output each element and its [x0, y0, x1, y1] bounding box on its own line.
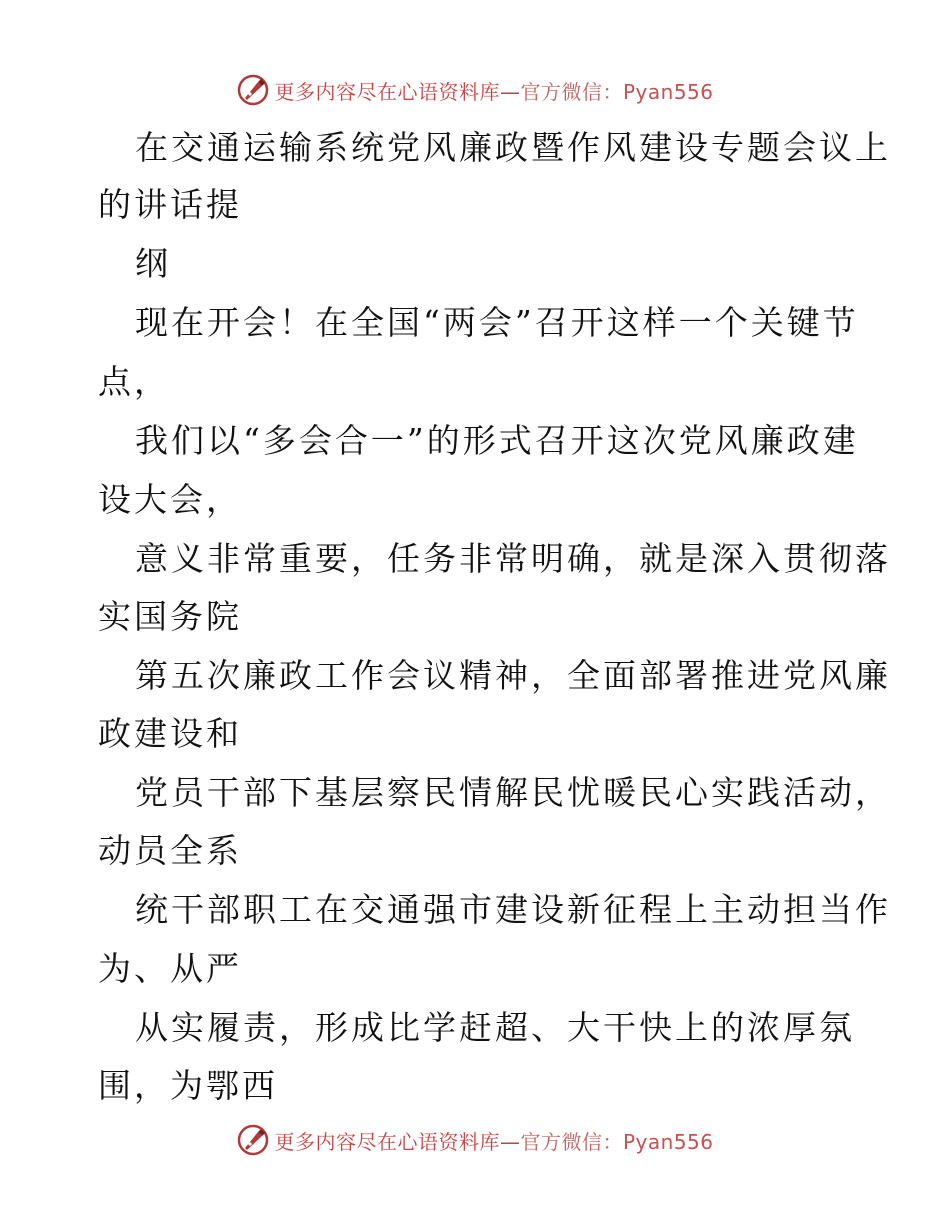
watermark-brand: 更多内容尽在心语资料库	[274, 1129, 500, 1154]
paragraph-line: 动员全系	[98, 831, 242, 870]
watermark-separator: —	[499, 79, 521, 104]
pen-nib-logo-icon	[236, 73, 270, 107]
pen-nib-logo-icon	[236, 1123, 270, 1157]
footer-watermark	[0, 1120, 950, 1160]
paragraph-line: 从实履责，形成比学赶超、大干快上的浓厚氛	[135, 1008, 855, 1047]
watermark-separator: —	[499, 1129, 521, 1154]
paragraph-line: 我们以“多会合一”的形式召开这次党风廉政建	[135, 421, 859, 460]
paragraph-line: 设大会，	[98, 480, 242, 519]
title-line-1: 在交通运输系统党风廉政暨作风建设专题会议上	[135, 128, 891, 167]
watermark-brand: 更多内容尽在心语资料库	[274, 79, 500, 104]
title-line-3: 纲	[135, 244, 171, 283]
paragraph-line: 围，为鄂西	[98, 1066, 278, 1105]
watermark-handle: Pyan556	[622, 1129, 714, 1154]
paragraph-line: 党员干部下基层察民情解民忧暖民心实践活动，	[135, 773, 891, 812]
watermark-text	[274, 1126, 713, 1155]
watermark-handle: Pyan556	[622, 79, 714, 104]
title-line-2: 的讲话提	[98, 185, 242, 224]
paragraph-line: 实国务院	[98, 597, 242, 636]
paragraph-line: 为、从严	[98, 949, 242, 988]
watermark-wechat-label: 官方微信：	[520, 1129, 623, 1154]
paragraph-line: 点，	[98, 362, 170, 401]
paragraph-line: 现在开会！在全国“两会”召开这样一个关键节	[135, 303, 859, 342]
header-watermark	[0, 70, 950, 110]
paragraph-line: 统干部职工在交通强市建设新征程上主动担当作	[135, 890, 891, 929]
watermark-wechat-label: 官方微信：	[520, 79, 623, 104]
paragraph-line: 第五次廉政工作会议精神，全面部署推进党风廉	[135, 656, 891, 695]
paragraph-line: 政建设和	[98, 714, 242, 753]
paragraph-line: 意义非常重要，任务非常明确，就是深入贯彻落	[135, 539, 891, 578]
watermark-text	[274, 76, 713, 105]
